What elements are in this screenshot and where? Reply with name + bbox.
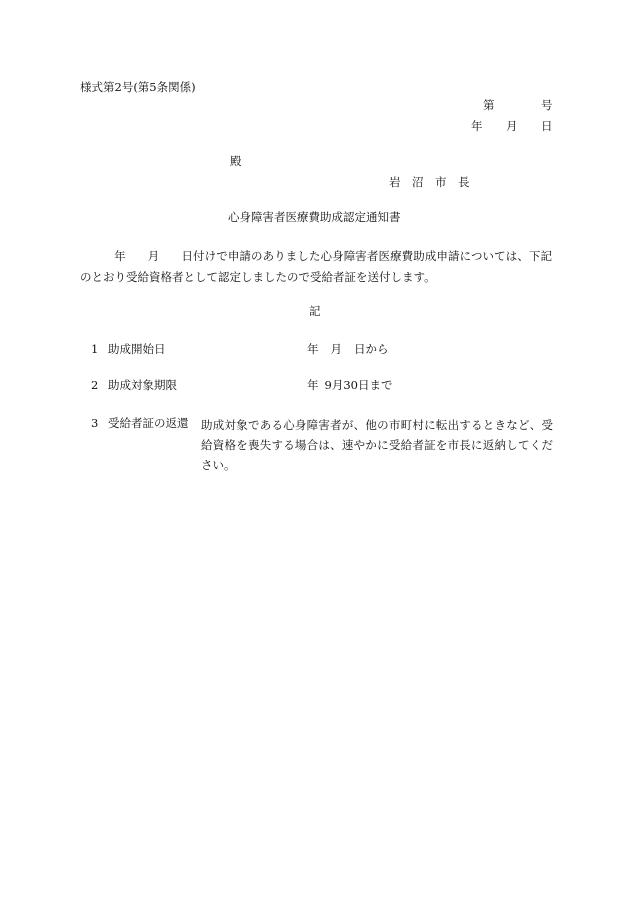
date-day: 日 xyxy=(541,119,553,133)
item-label: 助成開始日 xyxy=(108,342,166,356)
addressee-honorific: 殿 xyxy=(230,154,242,168)
item-value xyxy=(307,344,389,356)
item-value-tail: 日から xyxy=(354,342,389,356)
document-number-suffix: 号 xyxy=(541,98,553,112)
date-year: 年 xyxy=(471,119,483,133)
item-value-year: 年 xyxy=(307,378,319,392)
item-number: 3 xyxy=(91,416,99,430)
item-label: 助成対象期限 xyxy=(108,378,177,392)
item-label: 受給者証の返還 xyxy=(108,416,189,430)
item-value xyxy=(307,380,392,392)
item-value-month: 月 xyxy=(330,342,342,356)
intro-body: 日付けで申請のありました心身障害者医療費助成申請については、下記のとおり受給資格者として認定しましたので受給者証を送付します。 xyxy=(80,249,553,284)
form-label: 様式第2号(第5条関係) xyxy=(80,80,196,94)
date-month: 月 xyxy=(506,119,518,133)
item-number: 2 xyxy=(91,378,99,392)
item-body: 助成対象である心身障害者が、他の市町村に転出するときなど、受給資格を喪失する場合は、速やかに受給者証を市長に返納してください。 xyxy=(201,418,553,472)
document-title: 心身障害者医療費助成認定通知書 xyxy=(228,210,401,224)
intro-year: 年 xyxy=(114,249,126,263)
item-number: 1 xyxy=(91,342,99,356)
document-number-prefix: 第 xyxy=(483,98,495,112)
issuer-name: 岩 沼 市 長 xyxy=(389,175,470,189)
intro-month: 月 xyxy=(147,249,160,263)
item-value-year: 年 xyxy=(307,342,319,356)
ki-heading: 記 xyxy=(309,304,321,318)
intro-paragraph xyxy=(80,246,552,288)
item-value-tail: 9月30日まで xyxy=(324,378,393,392)
